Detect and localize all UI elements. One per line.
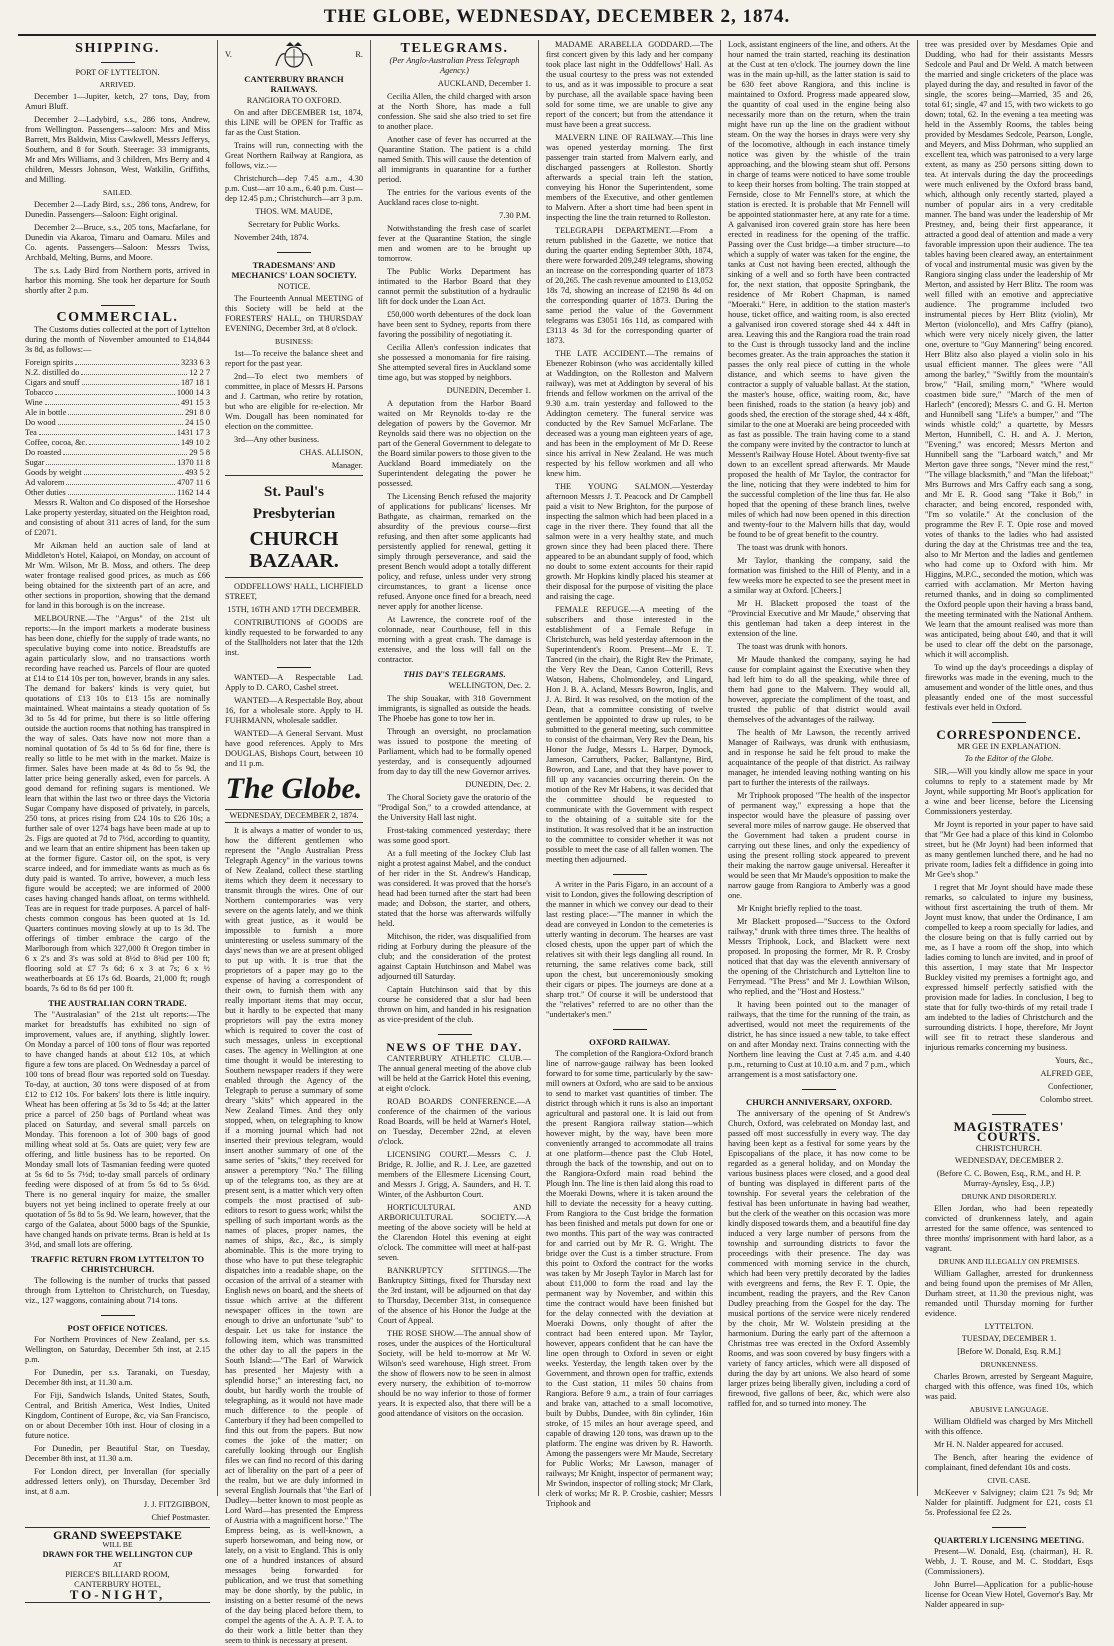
case-text: William Oldfield was charged by Mrs Mitchell with this offence. xyxy=(925,1417,1093,1436)
sweepstake-line: PIERCE'S BILLIARD ROOM, xyxy=(65,1570,170,1579)
speech: Mr Maude thanked the company, saying he had cause for complaint against the Executive when they had left him to do all the speaking, while three of them had gone to the Malvern. They would all, however, appreciate the compliment of the toast, and trusted the public of that district would avail themselves of the advantages of the railway. xyxy=(728,655,910,724)
divider xyxy=(25,299,210,309)
customs-row: Goods by weight 493 5 2 xyxy=(25,468,210,477)
case-heading: DRUNKENNESS. xyxy=(980,1360,1038,1369)
telegram-item: Notwithstanding the fresh case of scarlet fever at the Quarantine Station, the single men and women are to be brought up tomorrow. xyxy=(378,224,531,263)
case-text: Mr H. N. Nalder appeared for accused. xyxy=(934,1440,1064,1449)
speech: Mr Blackett proposed—"Success to the Oxford railway," drunk with three times three. The healths of Messrs Triphook, Lock, and Blackett were next proposed. In proposing the former, Mr R. P. Crosby noticed that that day was the eleventh anniversary of the opening of the Christchurch and Lyttelton line to Ferrymead. "The Press" and Mr J. Lowthian Wilson, who replied, and the "Host and Hostess." xyxy=(728,917,910,996)
bazaar-venue: ODDFELLOWS' HALL, LICHFIELD STREET, xyxy=(225,582,363,601)
wanted-ad: WANTED—A General Servant. Must have good references. Apply to Mrs DOUGLAS, Bishops Court, between 10 and 11 p.m. xyxy=(225,729,363,768)
tradesmen-notice: NOTICE. xyxy=(277,282,311,291)
sailed-entry: December 2—Bruce, s.s., 205 tons, Macfarlane, for Dunedin via Akaroa, Timaru and Oamaru. Miles and Co. agents. Passengers—Saloon: Messrs Twiss, Archbald, Melting, Burns, and Moore. xyxy=(25,223,210,262)
speech: It having been pointed out to the manager of railways, that the time for the running of the train, as advertised, would not meet the requirements of the district, he has since issued a new table, to take effect on and after Monday next. Trains connecting with the Northern line leaving the Cust at 7.45 a.m. and 4.40 p.m., returning to Cust at 10.10 a.m. and 7 p.m., which arrangement is a most satisfactory one. xyxy=(728,1000,910,1079)
postmaster-signature: J. J. FITZGIBBON, xyxy=(143,1500,210,1509)
corn-trade-title: THE AUSTRALIAN CORN TRADE. xyxy=(48,998,187,1008)
case-text: The Bench, after hearing the evidence of complainant, fined defendant 10s and costs. xyxy=(925,1453,1093,1472)
telegram-item: The ship Souakar, with 318 Government immigrants, is signalled as outside the heads. The Phoebe has gone to tow her in. xyxy=(378,694,531,723)
case-heading: DRUNK AND DISORDERLY. xyxy=(961,1192,1057,1201)
railway-notice-times: Christchurch—dep 7.45 a.m., 4.30 p.m. Cust—arr 10 a.m., 6.40 p.m. Cust—dep 12.45 p.m.; Christchurch—arr 3 p.m. xyxy=(225,174,363,203)
wanted-ad: WANTED—A Respectable Lad. Apply to D. CARO, Cashel street. xyxy=(225,673,363,692)
telegram-item: Mitchison, the rider, was disqualified from riding at Forbury during the pleasure of the club; and the consideration of the protest against Captain Hutchinson and Mabel was adjourned till Saturday. xyxy=(378,932,531,981)
divider xyxy=(378,1028,531,1038)
railway-notice-title: CANTERBURY BRANCH RAILWAYS. xyxy=(244,74,344,94)
news-item: THE LATE ACCIDENT.—The remains of Ebenezer Robinson (who was accidentally killed at Waddington, on the Rolleston and Malvern railway), was met at Addington by several of his friends and fellow workmen on the arrival of the 9.30 a.m. train yesterday and followed to the Addington cemetery. The funeral service was conducted by the Rev Samuel McFarlane. The deceased was a young man eighteen years of age, and has been in the employment of Mr D. Reese since his arrival in New Zealand. He was much respected by his fellow workmen and all who knew him. xyxy=(546,349,713,478)
dateline: AUCKLAND, December 1. xyxy=(437,79,531,88)
letter-paragraph: SIR,—Will you kindly allow me space in your columns to reply to a statement made by Mr Joynt, while supporting Mr Boot's application for a wine and beer license, before the Licensing Commissioners yesterday. xyxy=(925,767,1093,816)
post-office-title: POST OFFICE NOTICES. xyxy=(67,1323,168,1333)
column-2 xyxy=(218,40,371,1645)
case-text: Ellen Jordan, who had been repeatedly convicted of drunkenness lately, and again arrested for the same offence, was sentenced to three months' imprisonment with hard labor, as a vagrant. xyxy=(925,1204,1093,1253)
news-item: THE YOUNG SALMON.—Yesterday afternoon Messrs J. T. Peacock and Dr Campbell paid a visit to New Brighton, for the purpose of inspecting the salmon which had been placed in a cage in the river there. They found that all the salmon were in a very healthy state, and much grown since they had been placed there. There appeared to be an abundant supply of food, which no doubt to some extent accounts for their rapid growth. Mr Hopkins kindly placed his steamer at their disposal for the purpose of visiting the place and raising the cage. xyxy=(546,482,713,601)
telegram-item: The entries for the various events of the Auckland races close to-night. xyxy=(378,188,531,207)
dateline: WELLINGTON, Dec. 2. xyxy=(448,681,531,690)
divider xyxy=(546,868,713,878)
letter-signature-role: Confectioner, xyxy=(1047,1082,1093,1091)
telegram-item: The Licensing Bench refused the majority of applications for publicans' licenses. Mr Bathgate, as chairman, remarked on the absurdity of the previous course—first refusing, and then after some applicants had persistently applied for renewal, getting it simply through perseverance, and said the present Bench would adopt a totally different policy, and refuse, unless under very strong circumstances, to grant a license once refused. Anyone once fined for a breach, need never apply for another license. xyxy=(378,492,531,611)
telegram-item: At a full meeting of the Jockey Club last night a protest against Mabel, and the conduct of her rider in the St. Andrew's Handicap, was considered. It was proved that the horse's head had been turned after the start had been made; and Dobson, the starter, and others, stated that the horse was afterwards wilfully held. xyxy=(378,849,531,928)
crest-left-letter: V. xyxy=(225,50,232,59)
tradesmen-signature: CHAS. ALLISON, xyxy=(299,448,363,457)
oxford-railway-title: OXFORD RAILWAY. xyxy=(589,1037,670,1047)
sweepstake-line: DRAWN FOR THE WELLINGTON CUP xyxy=(42,1550,193,1559)
case-text: Charles Brown, arrested by Sergeant Maguire, charged with this offence, was fined 10s, which was paid. xyxy=(925,1372,1093,1401)
divider xyxy=(25,1309,210,1319)
news-item: LICENSING COURT.—Messrs C. J. Bridge, R. Jollie, and R. J. Lee, are gazetted members of the Ellesmere Licensing Court, and Messrs J. Grigg, A. Saunders, and H. T. Winter, of the Ashburton Court. xyxy=(378,1150,531,1199)
licensing-title: QUARTERLY LICENSING MEETING. xyxy=(934,1535,1084,1545)
divider xyxy=(225,246,363,256)
news-item: MADAME ARABELLA GODDARD.—The first concert given by this lady and her company took place last night in the Oddfellows' Hall. As the usual courtesy to the press was not extended to us, and as it was impossible to procure a seat by purchase, all the available space having been sold for some time, we are unable to give any report of the concert; but from the attendance it must have been a great success. xyxy=(546,40,713,129)
railway-notice-role: Secretary for Public Works. xyxy=(248,220,340,229)
sailed-entry: December 2—Lady Bird, s.s., 286 tons, Andrew, for Dunedin. Passengers—Saloon: Eight original. xyxy=(25,200,210,219)
customs-table xyxy=(25,358,210,498)
commercial-paragraph: Messrs R. Walton and Co disposed of the Horseshoe Lake property yesterday, situated on the Heighton road, and consisting of about 311 acres of land, for the sum of £2071. xyxy=(25,498,210,537)
telegram-item: The Choral Society gave the oratorio of the "Prodigal Son," to a crowded attendance, at the University Hall last night. xyxy=(378,793,531,822)
case-heading: CIVIL CASE. xyxy=(987,1476,1031,1485)
court-location: CHRISTCHURCH. xyxy=(975,1144,1043,1153)
tradesmen-body: The Fourteenth Annual MEETING of this Society will be held at the FORESTERS' HALL, on THURSDAY EVENING, December 3rd, at 8 o'clock. xyxy=(225,294,363,333)
telegram-time: 7.30 P.M. xyxy=(499,211,531,220)
tradesmen-title: TRADESMANS' AND MECHANICS' LOAN SOCIETY. xyxy=(231,260,357,280)
bazaar-title: St. Paul's Presbyterian xyxy=(252,484,336,522)
telegram-item: Through an oversight, no proclamation was issued to postpone the meeting of Parliament, which had to be formally opened yesterday, and is consequently adjourned from day to day till the new Governor arrives. xyxy=(378,727,531,776)
masthead-rule xyxy=(18,34,1096,36)
tradesmen-item: 1st—To receive the balance sheet and report for the past year. xyxy=(225,349,363,368)
dateline: DUNEDIN, December 1. xyxy=(446,386,531,395)
masthead: THE GLOBE, WEDNESDAY, DECEMBER 2, 1874. xyxy=(323,6,791,27)
customs-row: Coffee, cocoa, &c. 149 10 2 xyxy=(25,438,210,447)
magistrates-title: MAGISTRATES' COURTS. xyxy=(953,1119,1065,1144)
news-item: TELEGRAPH DEPARTMENT.—From a return published in the Gazette, we notice that during the quarter ending September 30th, 1874, there were forwarded 209,249 telegrams, showing an increase on the corresponding quarter of 1873 of 20,265. The cash revenue amounted to £13,052 18s 7d, showing an increase of £2198 8s 4d on the corresponding quarter of 1873. During the same period the value of the Government telegrams was £3051 16s 11d, as compared with £3113 4s 3d for the corresponding quarter of 1873. xyxy=(546,226,713,345)
leader-article: It is always a matter of wonder to us, how the different gentlemen who represent the "Anglo Australian Press Telegraph Agency" in the various towns of New Zealand, collect these startling items which they deem it necessary to transmit through the wires. One of our Northern contemporaries was very severe on the agents lately, and we think with great justice, as it would be impossible to furnish a more uninteresting or useless summary of the days' news than we are at present obliged to put up with. It is true that the proprietors of a paper may go to the expense of having a correspondent of their own, to furnish them with any really important items that may occur, but it hardly to be expected that many proprietors will pay the extra money which is required to cover the cost of such messages, unless in exceptional cases. The agency in Wellington at one time thought it would be interesting to Southern newspaper readers if they were enabled through the Agency of the Telegraph to peruse a summary of some dreary "skits" which appeared in the New Zealand Times. And they only stopped, when, on telegraphing to know if a morning journal which had not inserted their previous telegram, would insert another summary of one of the same series of "skits," they received for answer a peremptory "No." The filling up of the telegrams too, as they are at present sent, is a matter which very often compels the most practised of sub-editors to resort to guess work; whilst the spelling of such important words as the names of places, proper names, the names of ships, &c., &c., is simply abominable. This is the more trying to those who have to put these telegraphic dispatches into a readable shape, on the occasion of the arrival of a steamer with English news on board, and the sheets of tissue which arrive at the different newspaper offices in the town are enough to drive an unfortunate "sub" to despair. Let us take for instance the following item, which was transmitted the other day to all the papers in the South Island:—"The Earl of Warwick has presented her Majesty with a splendid horse;" an interesting fact, no doubt, but hardly worth the trouble of telegraphing, as it would not have made much difference to the people of Canterbury if they had been compelled to find this out from the papers. But now comes the joke of the matter; on carefully looking through our English files we can find no record of this daring act of liberality on the part of a peer of the realm, but we are duly informed in several English Journals that "the Earl of Dudley—better known to most people as Lord Ward—has presented the Empress of Austria with a magnificent horse." The Empress being, as is well-known, a superb horsewoman, and being now, or lately, on a visit to England. This is only one of a hundred instances of absurd messages being forwarded for publication, and we trust that something may be done shortly, by the public, in insisting on a better resumé of the news of the day being placed before them, to compel the agents of the A. A. P. T. A. to do their work a little better than they seem to think is necessary at present. xyxy=(225,826,363,1645)
news-item: ROAD BOARDS CONFERENCE.—A conference of the chairmen of the various Road Boards, will be held at Warner's Hotel, on Tuesday, December 22nd, at eleven o'clock. xyxy=(378,1097,531,1146)
church-anniversary-text: The anniversary of the opening of St Andrew's Church, Oxford, was celebrated on Monday last, and passed off most successfully in every way. The day having been kept as a festival for some years by the Episcopalians of the place, it has now come to be regarded as a general holiday, and on Monday the various business places were closed, and a good deal of bunting was displayed in different parts of the township. For several years the celebration of the festival has been unfortunate in having bad weather, but the clerk of the weather on this occasion was more kindly disposed towards them, and a beautiful fine day induced a very large number of persons from the township and surrounding districts to favor the proceedings with their presence. The day was commenced with morning service in the church, which had been very prettily decorated by the ladies with evergreens and ferns, the Rev F. T. Opie, the incumbent, reading the prayers, and the Rev Canon Dudley preaching from the Gospel for the day. The musical portions of the service were nicely rendered by the choir, Mr W. Wolstein presiding at the harmonium. During the early part of the afternoon a Christmas tree was erected in the Oxford Assembly Rooms, and was soon covered by busy fingers with a variety of fancy articles, which were all disposed of during the day by art unions. We also heard of some larger prizes being liberally given, including a cord of firewood, five gallons of beer, &c, which were also raffled for, and so turned into money. The xyxy=(728,1109,910,1408)
post-item: For Northern Provinces of New Zealand, per s.s. Wellington, on Saturday, December 5th inst, at 2.15 p.m. xyxy=(25,1335,210,1364)
customs-row: Foreign spirits 3233 6 3 xyxy=(25,358,210,367)
divider xyxy=(925,716,1093,726)
oxford-railway-continued: Lock, assistant engineers of the line, and others. At the hour named the train started, reaching its destination at the Cust at ten o'clock. The journey down the line was in the main up-hill, as the latter station is said to be 630 feet above Rangiora, and this incline is maintained to Oxford. Progress made appeared slow, the quantity of coal used in the engine being also necessarily more than on the return, when the train might have run up the line on the gradient without steam. On the way the horses in drays were very shy of the locomotive, although in each instance timely notice was given by the whistle of the train approaching, and the blowing steam shut off. Persons in charge of teams were noticed to have some trouble to keep their horses from bolting. The train stopped at Fernside, close to Mr Fennell's store, at which the station is erected. It is probable that Mr Fennell will be appointed stationmaster here, at any rate for a time. A galvanised iron covered grain store has here been erected in readiness for the opening of the traffic. Passing over the Cust bridge—a timber structure—to which a supply of water was taken for the engine, the tanks at Cust not having been erected, although the sinking of a well and so forth have been contracted for, the next station, that opposite Springbank, the residence of Mr Robert Chapman, is named "Moeraki." Here, in addition to the station master's house, ticket office, and waiting room, is also erected a galvanised iron covered storage shed 44 x 44ft in area. Leaving this and the Rangiora road the train road to the Cust is through tussocky land and the incline becomes greater. As the train approaches the station it passes the only real piece of cutting in the whole distance, and which seems to have given the contractor a supply of valuable ballast. At the station, the master's house, office, waiting room, &c, have been finished, roads to the station (a heavy job) and goods shed, the erection of the storage shed, 44 x 48ft, similar to the one at Moeraki are being proceeded with as fast as possible. The train having come to a stand the company were invited by the contractor to lunch at Messent's Railway House Hotel. About twenty-five sat down to an excellent spread afterwards. Mr Maude proposed the health of Mr Taylor, the contractor for the line, noticing that they were indebted to him for the successful completion of the line thus far. He also hoped that the opening of these branch lines, twelve miles of which had now been opened in this direction and twenty-four to the Malvern hills that day, would be found to be of great benefit to the country. xyxy=(728,40,910,539)
news-item: A writer in the Paris Figaro, in an account of a visit to London, gives the following description of the manner in which we convey our dead to their last resting place:—"The manner in which the dead are conveyed in London to the cemeteries is utterly wanting in decorum. The hearses are vast closed chests, upon the upper part of which the relatives sit with their legs dangling all round. In returning, the same relatives come back, still upon the chest, but unceremoniously smoking their cigars or pipes. The journeys are done at a sharp trot." Of course it will be understood that the "relatives" referred to are no other than the "undertaker's men." xyxy=(546,880,713,1019)
telegram-item: Another case of fever has occurred at the Quarantine Station. The patient is a child named Smith. This will cause the detention of all immigrants in quarantine for a further period. xyxy=(378,135,531,184)
commercial-paragraph: MELBOURNE.—The "Argus" of the 21st ult reports:—In the import markets a moderate business has been done, chiefly for the supply of trade wants, no speculative buying come into notice. Breadstuffs are again particularly slow, and no transactions worth recording have reached us. Parcels of flour are quoted at £14 to £14 10s per ton, however, brands in any sales. The demand for bakers' kinds is very quiet, but quotations of £13 10s to £13 15s are nominally maintained. Wheat maintains a steady quotation of 5s 3d to 5s 4d for prime, but there is so little offering outside the auction rooms that nothing has transpired in the way of sales. Oats have now not more than a nominal quotation of 5s 4d to 5s 6d for fine, there is really so little to be met with in the market. Maize is firmer. Sales have been made at 4s 8d to 5s 9d, the latter price being generally asked, even for parcels. A good demand for refining sugars is mentioned. We learn that within the last two or three days the Victoria Sugar Company have disposed of privately, in parcels, 250 tons, at prices rising from £24 10s to £26 10s; a further sale of over 1274 bags have been made at up to 2s. Figs are quoted at 7d to 7½d, according to quantity, and we learn that an entire shipment has been taken up at the former figure. Castor oil, on the spot, is very scarce indeed, and for immediate wants as much as 6s duty paid is wanted. To arrive, however, a much less figure would be accepted; we are informed of 2000 cases having changed hands afloat, on terms withheld. Teas are in request for trade purposes. A parcel of half-chests common congous has been quoted at 1s 1d. Quarters continues moving slowly at up to 1s 3d. The offerings of timber embrace the cargo of the Marlborough from which 327,000 ft Oregon timber in 6 x 2's and 3's was sold at 8½d to 8¾d per 100 ft; flooring sold at £7 7s 6d; 6 x 3 at 7s; 6 x ½ weatherboards at £6 17s 6d. Boards, 21,000 ft; rough boards, 7s 6d to 8s 6d per 100 ft. xyxy=(25,614,210,993)
church-anniversary-continued: tree was presided over by Mesdames Opie and Dudding, who had for their assistants Messrs Sedcole and Paul and Dr Weld. A match between the married and single cricketers of the place was played during the day, and resulted in favor of the single, the scores being—Married, 35 and 26, total 61; single, 47 and 15, with two wickets to go down; total, 62. In the evening a tea meeting was held in the Assembly Rooms, the tables being provided by Mesdames Sedcole, Pearson, Longle, and Meyers, and Miss Dohrman, who supplied an excellent tea, which was patronised to a very large extent, as many as 250 persons sitting down to tea. At intervals during the day the proceedings were much enlivened by the Oxford brass band, which, although only recently started, played a number of popular airs in a very creditable manner. The band was under the leadership of Mr Prestney, and, being their first appearance, it attracted a good deal of attention and made a very favorable impression upon their audience. The tea tables having been cleared away, an entertainment of vocal and instrumental music was given by the Rangiora singing class under the leadership of Mr Merton, and assisted by Herr Blitz. The room was well filled with an emotive and appreciative audience. The programme included two instrumental pieces by Herr Blitz (violin), Mr Merton (violoncello), and Mrs Caffry (piano), which were very nicely nicely given, the latter one, overture to "Guy Mannering" being encored. Herr Blitz also also played a violin solo in his usual efficient manner. The glees were "All among the barley," "Swiftly from the mountain's brow," "Hail, smiling morn," "Where would coastmen bide sure," "March of the men of Harlech" (encored); Messrs C. and G. H. Merton and Hunnibell sang "Life's a bumper," and "The winds whistle cold;" a quartette, by Messrs Merton, Hunnibell, C. H. and A. J. Merton, "Evening," was encored; Messrs Merton and Hunnibell sang the "Larboard watch," and Mr Merton gave three songs, "Never mind the rest," "The village blacksmith," and "Man the lifeboat;" Mrs Burrows and Mrs Caffry each sang a song, and Mr E. R. Good sang "Take it Bob," in character, and being encored, responded with, "I'm so volatile." At the conclusion of the programme the Rev F. T. Opie rose and moved votes of thanks to the ladies who had assisted during the day at the Christmas tree and the tea, also to Mr Merton and the ladies and gentlemen who had come up to Oxford with him. Mr Higgins, M.P.C., seconded the motion, which was carried with acclamation. Mr Merton having returned thanks, and in doing so complimented the Oxford people upon their having a brass band, the meeting terminated with the National Anthem. We learn that the amount realised was more than was anticipated, being about £40, and that it will be used to clear off the debt on the parsonage, which it will accomplish. xyxy=(925,40,1093,659)
court-date: WEDNESDAY, DECEMBER 2. xyxy=(954,1156,1064,1165)
post-item: For Fiji, Sandwich Islands, United States, South, Central, and British America, West Indies, United Kingdom, Continent of Europe, &c, via San Francisco, on or about December 10th inst. Hour of closing in a future notice. xyxy=(25,1391,210,1440)
case-text: McKeever v Salvigney; claim £21 7s 9d; Mr Nalder for plaintiff. Judgment for £21, costs £1 5s. Professional fee £2 2s. xyxy=(925,1488,1093,1517)
shipping-note: The s.s. Lady Bird from Northern ports, arrived in harbor this morning. She took her departure for South shortly after 2 p.m. xyxy=(25,266,210,295)
telegram-item: A deputation from the Harbor Board waited on Mr Reynolds to-day re the delegation of powers by the Governor. Mr Reynolds said there was no objection on the part of the General Government to delegate to the Board similar powers to those given to the Auckland Board immediately on the Superintendent delegating the power he possessed. xyxy=(378,399,532,488)
telegrams-title: TELEGRAMS. xyxy=(400,41,509,56)
letter-paragraph: I regret that Mr Joynt should have made these remarks, so calculated to injure my business, without first ascertaining the truth of them. Mr Joynt must know, that under the Ordinance, I am compelled to keep a room specially for ladies, and the closure being on that is fully carried out by me, as I have a room off the shop, into which ladies coming to lunch are invited, and in proof of this assertion, I may state that Mr Inspector Buckley visited my premises a fortnight ago, and expressed himself perfectly satisfied with the provision made for ladies. In conclusion, I beg to state that for fully two-thirds of my retail trade I am indebted to the ladies of Christchurch and the surrounding districts. I hope, therefore, Mr Joynt will see fit to retract these slanderous and injurious remarks concerning my business. xyxy=(925,883,1093,1052)
railway-notice-trains: Trains will run, connecting with the Great Northern Railway at Rangiora, as follows, viz.:— xyxy=(225,141,363,170)
toast-line: The toast was drunk with honors. xyxy=(737,543,848,552)
arrived-entry: December 1—Jupiter, ketch, 27 tons, Day, from Amuri Bluff. xyxy=(25,92,210,111)
sailed-heading: SAILED. xyxy=(103,188,132,197)
dateline: DUNEDIN, Dec. 2. xyxy=(465,780,531,789)
sweepstake-line: AT xyxy=(112,1560,123,1569)
news-item: THE ROSE SHOW.—The annual show of roses, under the auspices of the Horticultural Society, will be held to-morrow at Mr W. Wilson's seed warehouse, High street. From the show of flowers now to be seen in almost every nursery, the exhibition of to-morrow should be no way inferior to those of former years. It is expected also, that there will be a good attendance of visitors on the occasion. xyxy=(378,1329,531,1418)
court-date: TUESDAY, DECEMBER 1. xyxy=(961,1334,1057,1343)
tradesmen-item: 2nd—To elect two members of committee, in place of Messrs H. Parsons and J. Cartman, who retire by rotation, but who are eligible for re-election. Mr Wm. Dougall has been nominated for election on the committee. xyxy=(225,372,363,431)
news-title: NEWS OF THE DAY. xyxy=(386,1040,523,1054)
sweepstake-line: CANTERBURY HOTEL, xyxy=(74,1580,161,1589)
church-anniversary-title: CHURCH ANNIVERSARY, OXFORD. xyxy=(746,1097,892,1107)
speech: The health of Mr Lawson, the recently arrived Manager of Railways, was drunk with enthusiasm, and in response he said he felt proud to make the acquaintance of the people of that district. As railway manager, he intended leaving nothing wanting on his part to further the interests of the railways. xyxy=(728,728,910,787)
port-heading: PORT OF LYTTELTON. xyxy=(75,68,160,77)
divider xyxy=(546,1023,713,1033)
customs-row: Do wood 24 15 0 xyxy=(25,418,210,427)
railway-notice-subtitle: RANGIORA TO OXFORD. xyxy=(246,96,342,105)
court-bench: (Before C. C. Bowen, Esq., R.M., and H. P. Murray-Aynsley, Esq., J.P.) xyxy=(936,1169,1082,1188)
bazaar-dates: 15TH, 16TH AND 17TH DECEMBER. xyxy=(227,605,361,614)
sweepstake-line: WILL BE xyxy=(102,1540,133,1549)
divider xyxy=(225,661,363,671)
customs-row: N.Z. distilled do 12 2 7 xyxy=(25,368,210,377)
railway-notice-body: On and after DECEMBER 1st, 1874, this LINE will be OPEN for Traffic as far as the Cust Station. xyxy=(225,108,363,137)
divider xyxy=(25,56,210,66)
customs-row: Sugar 1370 11 8 xyxy=(25,458,210,467)
speech: Mr Knight briefly replied to the toast. xyxy=(737,904,863,913)
column-6 xyxy=(918,40,1100,1609)
wanted-ad: WANTED—A Respectable Boy, about 16, for a wholesale store. Apply to H. FUHRMANN, wholesale saddler. xyxy=(225,696,363,725)
customs-row: Do roasted 29 5 8 xyxy=(25,448,210,457)
telegram-item: At Lawrence, the concrete roof of the colonnade, near Courthouse, fell in this morning with a great crash. The damage is extensive, and the loss will fall on the contractor. xyxy=(378,615,531,664)
customs-row: Wine 491 15 3 xyxy=(25,398,210,407)
royal-crest-row xyxy=(225,40,363,70)
customs-row: Ale in bottle 291 8 0 xyxy=(25,408,210,417)
royal-crest-icon xyxy=(272,40,316,70)
letter-paragraph: Mr Joynt is reported in your paper to have said that "Mr Gee had a place of this kind in Colombo street, but he (Mr Joynt) had been informed that as many gentlemen lunched there, and he had no private room, ladies felt a diffidence in going into Mr Gee's shop." xyxy=(925,820,1093,879)
correspondence-title: CORRESPONDENCE. xyxy=(936,727,1082,742)
court-bench: [Before W. Donald, Esq. R.M.] xyxy=(957,1347,1061,1356)
customs-row: Tea 1431 17 3 xyxy=(25,428,210,437)
divider xyxy=(925,1521,1093,1531)
traffic-text: The following is the number of trucks that passed through from Lyttelton to Christchurch, on Tuesday, viz., 127 waggons, containing about 714 tons. xyxy=(25,1276,210,1305)
tradesmen-item: 3rd—Any other business. xyxy=(234,435,320,444)
column-3 xyxy=(371,40,539,1496)
speech: Mr H. Blackett proposed the toast of the "Provincial Executive and Mr Maude," observing that this gentleman had taken a deep interest in the extension of the line. xyxy=(728,599,910,638)
railway-notice-signature: THOS. WM. MAUDE, xyxy=(255,207,333,216)
sweepstake-ad xyxy=(25,1527,210,1603)
case-heading: ABUSIVE LANGUAGE. xyxy=(969,1405,1049,1414)
customs-row: Cigars and snuff 187 18 1 xyxy=(25,378,210,387)
crest-right-letter: R. xyxy=(355,50,363,59)
post-item: For Dunedin, per Beautiful Star, on Tuesday, December 8th inst, at 11.30 a.m. xyxy=(25,1444,210,1463)
telegram-item: Captain Hutchinson said that by this course he considered that a slur had been thrown on him, and handed in his resignation as vice-president of the club. xyxy=(378,985,531,1024)
licensing-application: John Burrel—Application for a public-house license for Ocean View Hotel, Governor's Bay. Mr Nalder appeared in sup- xyxy=(925,1580,1093,1609)
sweepstake-line: TO-NIGHT, xyxy=(69,1587,166,1602)
column-4 xyxy=(539,40,721,1508)
speech: Mr Triphook proposed "The health of the inspector of permanent way," expressing a hope that the inspector would have the pleasure of passing over several more miles of narrow gauge. He observed that the Government had taken a prudent course in carrying out these lines, and only the expediency of using the present rolling stock appeared to prevent their making the narrow gauge universal. Hereafter it would be seen that Mr Maude's opposition to make the narrow gauge from Rangiora to Amberly was a good one. xyxy=(728,791,910,900)
bazaar-ad xyxy=(225,475,363,578)
divider xyxy=(728,1083,910,1093)
letter-title: MR GEE IN EXPLANATION. xyxy=(957,742,1061,751)
divider xyxy=(925,1108,1093,1118)
bazaar-contributions: CONTRIBUTIONS of GOODS are kindly requested to be forwarded to any of the Stallholders not later that the 12th inst. xyxy=(225,618,363,657)
news-item: FEMALE REFUGE.—A meeting of the subscribers and those interested in the establishment of a Female Refuge in Christchurch, was held yesterday afternoon in the Superintendent's Room. Present—Mr E. T. Tancred (in the chair), the Right Rev the Primate, the Very Rev the Dean, Canon Cotterill, Revs Watson, Habens, Cholmondeley, and Lingard, Hon J. B. A. Acland, Messrs Bowron, Inglis, and J. A. Bird. It was resolved, on the motion of the Dean, that a committee consisting of twelve gentlemen be appointed to draw up rules, to be submitted to the general meeting, such committee to consist of the chairman, Very Rev the Dean, his Honor the Judge, Messrs L. Harper, Dymock, Jameson, Carruthers, Packer, Ballantyne, Bird, Bowron, and Lane, and that they have power to fill up any vacancies occurring therein. On the motion of the Rev Mr Habens, it was decided that the committee should be requested to communicate with the Government with respect to the obtaining of a suitable site for the institution. It was resolved that it be an instruction to the committee to consider whether it was not possible to meet the case of all fallen women. The meeting then adjourned. xyxy=(546,605,713,864)
customs-intro: The Customs duties collected at the port of Lyttelton during the month of November amounted to £14,844 3s 8d, as follows:— xyxy=(25,325,210,354)
sweepstake-line: GRAND SWEEPSTAKE xyxy=(53,1528,182,1542)
commercial-paragraph: Mr Aikman held an auction sale of land at Middleton's Hotel, Kaiapoi, on Monday, on account of Mr Wm. Wilson, Mr B. Moss, and others. The deep water frontage realised good prices, as much as £66 being obtained for the sixteenth part of an acre, and other sections in proportion, showing that the demand for land in this borough is on the increase. xyxy=(25,541,210,610)
post-item: For London direct, per Inverallan (for specially addressed letters only), on Thursday, December 3rd inst, at 8 a.m. xyxy=(25,1467,210,1496)
traffic-title: TRAFFIC RETURN FROM LYTTELTON TO CHRISTCHURCH. xyxy=(30,1254,205,1274)
arrived-heading: ARRIVED. xyxy=(99,80,136,89)
corn-trade-text: The "Australasian" of the 21st ult reports:—The market for breadstuffs has exhibited no sign of improvement, values are, if anything, slightly lower. On Monday a parcel of 100 tons of flour was reported to have changed hands at about £12 10s, at which figure a few tons are placed. On Wednesday a parcel of 100 tons of bread flour was reported sold on Tuesday. To-day, at auction, 30 tons were disposed of at from £12 to £12 10s. For bakers' lots there is little inquiry. Wheat has been offering at 5s 3d to 5s 4d; at the latter price a parcel of 250 bags of Portland wheat was placed on Saturday, and several small parcels on Monday. This forenoon a lot of 300 bags of good milling wheat sold at 5s. Oats are quiet; very few are offering, and little business has to be reported. On Monday small lots of Tasmanian feeding were quoted at 5s 6d to 5s 7½d; to-day small parcels of ordinary feeding were disposed of at from 5s 6d to 5s 6½d. There is no general inquiry for maize, the smaller buyers not yet being inclined to operate freely at our quotation of 5s 8d to 5s 9d. We learn, however, that the cargo of the Galatea, about 5000 bags of the Spunkie, have changed hands on private terms. Bran is held at 1s 3½d, and small lots are offering. xyxy=(25,1010,210,1249)
telegram-item: Cecilia Allen's confession indicates that she possessed a monomania for fire raising. She attempted several fires in Auckland some time ago, but was stopped by neighbors. xyxy=(378,343,531,382)
shipping-title: SHIPPING. xyxy=(75,41,160,56)
commercial-title: COMMERCIAL. xyxy=(56,310,179,325)
letter-signature-place: Colombo street. xyxy=(1039,1095,1093,1104)
toast-line: The toast was drunk with honors. xyxy=(737,642,848,651)
licensing-present: Present—W. Donald, Esq. (chairman), H. R. Webb, J. T. Rouse, and M. C. Stoddart, Esqs (Commissioners). xyxy=(925,1547,1093,1576)
customs-row: Tobacco 1000 14 3 xyxy=(25,388,210,397)
letter-signature: ALFRED GEE, xyxy=(1040,1069,1093,1078)
case-heading: DRUNK AND ILLEGALLY ON PREMISES. xyxy=(938,1257,1080,1266)
church-anniversary-end: To wind up the day's proceedings a display of fireworks was made in the evening, much to the amusement and wonder of the little ones, and thus pleasantly ended one of the most successful festivals ever held in Oxford. xyxy=(925,663,1093,712)
globe-nameplate: The Globe. xyxy=(225,772,363,805)
telegram-item: Cecilia Allen, the child charged with arson at the North Shore, has made a full confession. She said she also tried to set fire to another place. xyxy=(378,92,531,131)
speech: Mr Taylor, thanking the company, said the formation was finished to the Hill of Plenty, and in a few weeks more he expected to see the present meet in a similar way at Oxford. [Cheers.] xyxy=(728,556,910,595)
bazaar-title-2: CHURCH BAZAAR. xyxy=(249,528,339,572)
railway-notice-date: November 24th, 1874. xyxy=(234,233,309,242)
arrived-entry: December 2—Ladybird, s.s., 286 tons, Andrew, from Wellington. Passengers—saloon: Mrs and Miss Barrett, Mrs Baldwin, Miss Cawkwell, Messrs Jefferys, Southern, and 8 for South. Steerage: 33 immigrants, Mr and Mrs Williams, and 3 children, Mrs Berry and 4 children, Messrs Johnson, West, Watkilin, Griffiths, and Milling. xyxy=(25,115,210,184)
column-5 xyxy=(721,40,918,1496)
news-item: HORTICULTURAL AND ARBORICULTURAL SOCIETY.—A meeting of the above society will be held at the Clarendon Hotel this evening at eight o'clock. The committee will meet at half-past seven. xyxy=(378,1203,531,1262)
telegram-item: £50,000 worth debentures of the dock loan have been sent to Sydney, reports from there favoring the possibility of negotiating it. xyxy=(378,310,531,339)
post-item: For Dunedin, per s.s. Taranaki, on Tuesday, December 8th inst, at 11.30 a.m. xyxy=(25,1368,210,1387)
postmaster-role: Chief Postmaster. xyxy=(151,1513,210,1522)
telegram-item: The Public Works Department has intimated to the Harbor Board that they cannot permit the substitution of a hydraulic lift for dock under the Loan Act. xyxy=(378,267,531,306)
globe-date: WEDNESDAY, DECEMBER 2, 1874. xyxy=(225,809,363,823)
court-location: LYTTELTON. xyxy=(984,1322,1034,1331)
news-item: MALVERN LINE OF RAILWAY.—This line was opened yesterday morning. The first passenger train started from Malvern early, and discharged passengers at Rolleston. Shortly afterwards a special train left the station, conveying his Honor the Superintendent, some members of the Executive, and other gentlemen to Malvern. After a short time had been spent in inspecting the line the train returned to Rolleston. xyxy=(546,133,713,222)
customs-row: Ad valorem 4707 11 6 xyxy=(25,478,210,487)
case-text: William Gallagher, arrested for drunkenness and being found upon the premises of Mr Allen, Durham street, at 11.30 the previous night, was remanded until Thursday morning for further evidence. xyxy=(925,1269,1093,1318)
letter-closing: Yours, &c., xyxy=(1055,1056,1093,1065)
column-1 xyxy=(18,40,218,1602)
telegrams-agency: (Per Anglo-Australian Press Telegraph Agency.) xyxy=(389,56,520,75)
todays-telegrams-title: THIS DAY'S TELEGRAMS. xyxy=(403,669,506,679)
letter-address: To the Editor of the Globe. xyxy=(964,754,1054,763)
news-item: BANKRUPTCY SITTINGS.—The Bankruptcy Sittings, fixed for Thursday next the 3rd instant, will be adjourned on that day to Thursday, December 31st, in consequence of the absence of his Honor the Judge at the Court of Appeal. xyxy=(378,1266,531,1325)
telegram-item: Frost-taking commenced yesterday; there was some good sport. xyxy=(378,826,531,845)
news-item: CANTERBURY ATHLETIC CLUB.—The annual general meeting of the above club will be held at the Garrick Hotel this evening, at eight o'clock. xyxy=(378,1054,531,1093)
oxford-railway-text: The completion of the Rangiora-Oxford branch line of narrow-gauge railway has been looked forward to for some time, particularly by the saw-mill owners at Oxford, who are said to be anxious to send to market vast quantities of timber. The district through which it runs is also an important agricultural and pastoral one. It is laid out from the present Rangiora railway station—which however might, by the way, have been more conveniently arranged to accommodate all trains at one platform—thence past the Club Hotel, through the back of the township, and out on to the Rangiora-Oxford main road behind the Plough Inn. The line is then laid along this road to the Moeraki Downs, where it is taken around the hill to deviate the necessity for a heavy cutting. From Rangiora to the Cust bridge the formation has been finished and metals put down for one or two months. This part of the way was contracted for and carried out by Mr R. G. Wright. The bridge over the Cust is a timber structure. From this point to Oxford the contract for the works was taken by Mr Joseph Taylor in March last for about £11,000 to form the road and lay the permanent way by November, and within this time the contract would have been finished but for the delay connected with the deviation at Moeraki Downs, only thought of after the contract had been entered upon. Mr Taylor, however, appears confident that he can have the line open through to Oxford in seven or eight weeks. Yesterday, the length taken over by the Government, and thrown open for traffic, extends to the Cust station, 11 miles 50 chains from Rangiora. Before 9 a.m., a train of four carriages and brake van, attached to a small locomotive, built by Dubbs, Dundee, with 8in cylinder, 16in stroke, of 15 miles an hour average speed, and capable of drawing 120 tons, was drawn up to the platform. The engine was driven by R. Haworth. Among the passengers were Mr Maude, Secretary for Public Works; Mr Lawson, manager of railways; Mr Knight, inspector of permanent way; Mr Swindon, inspector of rolling stock; Mr Clark, clerk of works; Mr R. P. Crosbie, cashier; Messrs Triphook and xyxy=(546,1049,713,1508)
customs-row: Other duties 1162 14 4 xyxy=(25,488,210,497)
tradesmen-role: Manager. xyxy=(331,461,363,470)
tradesmen-business: BUSINESS: xyxy=(275,337,313,346)
